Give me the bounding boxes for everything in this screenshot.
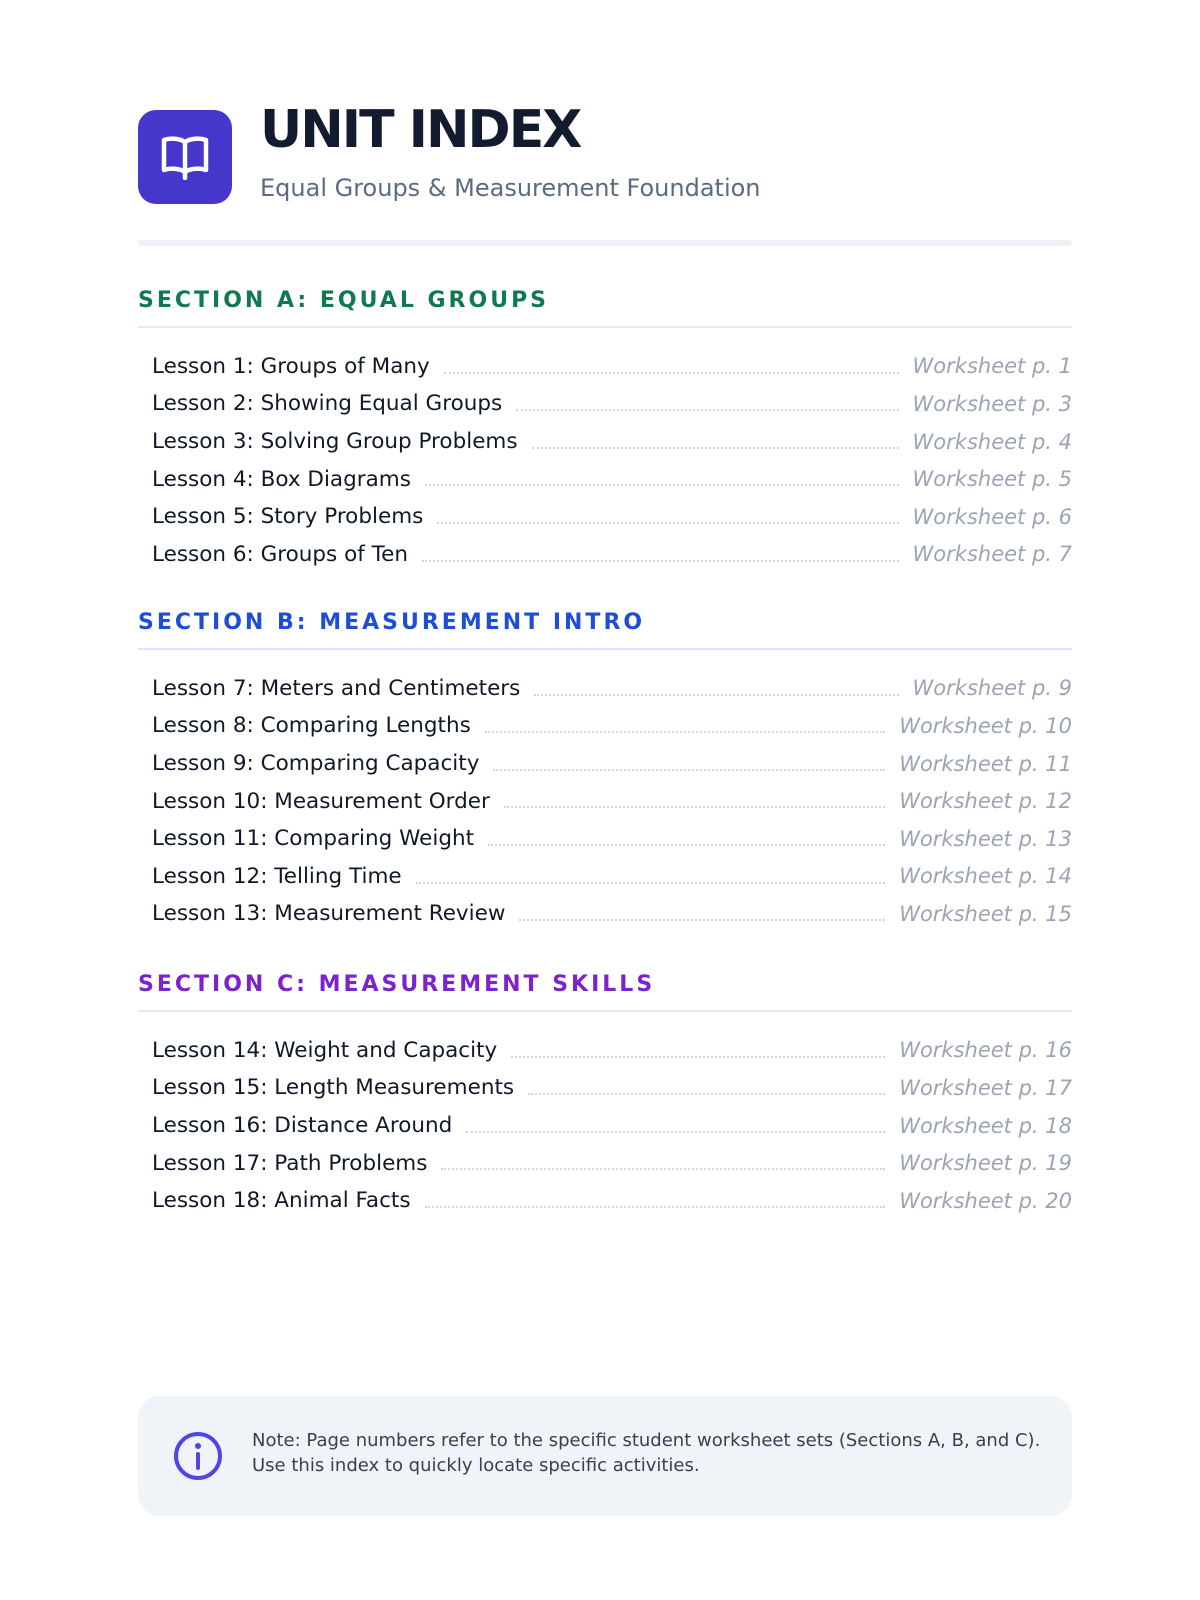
lesson-list xyxy=(138,664,1072,927)
lesson-page-ref: Worksheet p. 12 xyxy=(899,789,1072,814)
lesson-page-ref: Worksheet p. 4 xyxy=(912,429,1072,454)
lesson-row xyxy=(138,1176,1072,1214)
note-text: Note: Page numbers refer to the specific student worksheet sets (Sections A, B, and C). Use this index to quickly locate specific activities. xyxy=(252,1430,1041,1477)
lesson-title: Lesson 18: Animal Facts xyxy=(152,1188,411,1214)
lesson-row xyxy=(138,342,1072,380)
section-divider xyxy=(138,648,1072,650)
lesson-list xyxy=(138,342,1072,568)
lesson-title: Lesson 16: Distance Around xyxy=(152,1112,453,1138)
section-title: SECTION B: MEASUREMENT INTRO xyxy=(138,610,646,635)
lesson-row xyxy=(138,530,1072,568)
dot-leader xyxy=(422,560,899,562)
section-divider xyxy=(138,1010,1072,1012)
dot-leader xyxy=(416,882,886,884)
dot-leader xyxy=(519,919,885,921)
lesson-row xyxy=(138,1101,1072,1139)
lesson-row xyxy=(138,492,1072,530)
lesson-row xyxy=(138,1026,1072,1064)
dot-leader xyxy=(516,409,898,411)
lesson-row xyxy=(138,739,1072,777)
lesson-title: Lesson 3: Solving Group Problems xyxy=(152,428,518,454)
section-divider xyxy=(138,326,1072,328)
lesson-title: Lesson 5: Story Problems xyxy=(152,504,424,530)
lesson-row xyxy=(138,380,1072,418)
lesson-page-ref: Worksheet p. 6 xyxy=(912,504,1072,529)
unit-index-page xyxy=(138,0,1072,1600)
lesson-row xyxy=(138,777,1072,815)
lesson-row xyxy=(138,664,1072,702)
lesson-page-ref: Worksheet p. 9 xyxy=(912,676,1072,701)
lesson-row xyxy=(138,702,1072,740)
dot-leader xyxy=(441,1168,885,1170)
dot-leader xyxy=(437,522,898,524)
section-a xyxy=(138,290,1072,568)
lesson-list xyxy=(138,1026,1072,1214)
page-subtitle: Equal Groups & Measurement Foundation xyxy=(260,174,761,202)
lesson-title: Lesson 13: Measurement Review xyxy=(152,901,506,927)
section-title: SECTION A: EQUAL GROUPS xyxy=(138,288,550,313)
dot-leader xyxy=(493,769,885,771)
dot-leader xyxy=(488,844,885,846)
open-book-icon xyxy=(160,134,210,180)
dot-leader xyxy=(534,694,898,696)
note-box xyxy=(138,1396,1072,1516)
lesson-row xyxy=(138,455,1072,493)
logo-badge xyxy=(138,110,232,204)
lesson-title: Lesson 12: Telling Time xyxy=(152,863,402,889)
lesson-page-ref: Worksheet p. 15 xyxy=(899,901,1072,926)
lesson-page-ref: Worksheet p. 16 xyxy=(899,1038,1072,1063)
lesson-page-ref: Worksheet p. 7 xyxy=(912,542,1072,567)
lesson-page-ref: Worksheet p. 13 xyxy=(899,826,1072,851)
lesson-title: Lesson 8: Comparing Lengths xyxy=(152,713,471,739)
lesson-page-ref: Worksheet p. 18 xyxy=(899,1113,1072,1138)
lesson-title: Lesson 2: Showing Equal Groups xyxy=(152,391,503,417)
lesson-title: Lesson 4: Box Diagrams xyxy=(152,466,411,492)
header-divider xyxy=(138,240,1072,246)
lesson-row xyxy=(138,1064,1072,1102)
lesson-row xyxy=(138,890,1072,928)
info-icon xyxy=(172,1430,224,1482)
lesson-row xyxy=(138,814,1072,852)
lesson-row xyxy=(138,852,1072,890)
lesson-title: Lesson 6: Groups of Ten xyxy=(152,541,408,567)
lesson-page-ref: Worksheet p. 20 xyxy=(899,1188,1072,1213)
dot-leader xyxy=(532,447,899,449)
page-title: UNIT INDEX xyxy=(260,100,581,160)
dot-leader xyxy=(444,372,899,374)
dot-leader xyxy=(511,1056,885,1058)
lesson-title: Lesson 17: Path Problems xyxy=(152,1150,428,1176)
lesson-page-ref: Worksheet p. 10 xyxy=(899,714,1072,738)
lesson-page-ref: Worksheet p. 17 xyxy=(899,1076,1072,1100)
lesson-page-ref: Worksheet p. 3 xyxy=(912,392,1072,416)
section-title: SECTION C: MEASUREMENT SKILLS xyxy=(138,972,656,997)
lesson-title: Lesson 7: Meters and Centimeters xyxy=(152,675,521,701)
section-c xyxy=(138,974,1072,1214)
lesson-title: Lesson 9: Comparing Capacity xyxy=(152,750,480,776)
dot-leader xyxy=(528,1093,885,1095)
dot-leader xyxy=(466,1131,885,1133)
lesson-page-ref: Worksheet p. 19 xyxy=(899,1151,1072,1176)
lesson-page-ref: Worksheet p. 1 xyxy=(912,354,1072,379)
lesson-title: Lesson 14: Weight and Capacity xyxy=(152,1037,498,1063)
lesson-title: Lesson 11: Comparing Weight xyxy=(152,826,475,852)
dot-leader xyxy=(425,484,899,486)
lesson-page-ref: Worksheet p. 5 xyxy=(912,467,1072,492)
header xyxy=(138,100,1072,206)
lesson-title: Lesson 15: Length Measurements xyxy=(152,1075,515,1101)
lesson-title: Lesson 10: Measurement Order xyxy=(152,788,490,814)
dot-leader xyxy=(425,1206,886,1208)
dot-leader xyxy=(504,806,885,808)
lesson-row xyxy=(138,1139,1072,1177)
lesson-page-ref: Worksheet p. 14 xyxy=(899,864,1072,889)
lesson-row xyxy=(138,417,1072,455)
lesson-title: Lesson 1: Groups of Many xyxy=(152,353,430,379)
lesson-page-ref: Worksheet p. 11 xyxy=(899,751,1072,776)
section-b xyxy=(138,612,1072,927)
dot-leader xyxy=(485,731,885,733)
